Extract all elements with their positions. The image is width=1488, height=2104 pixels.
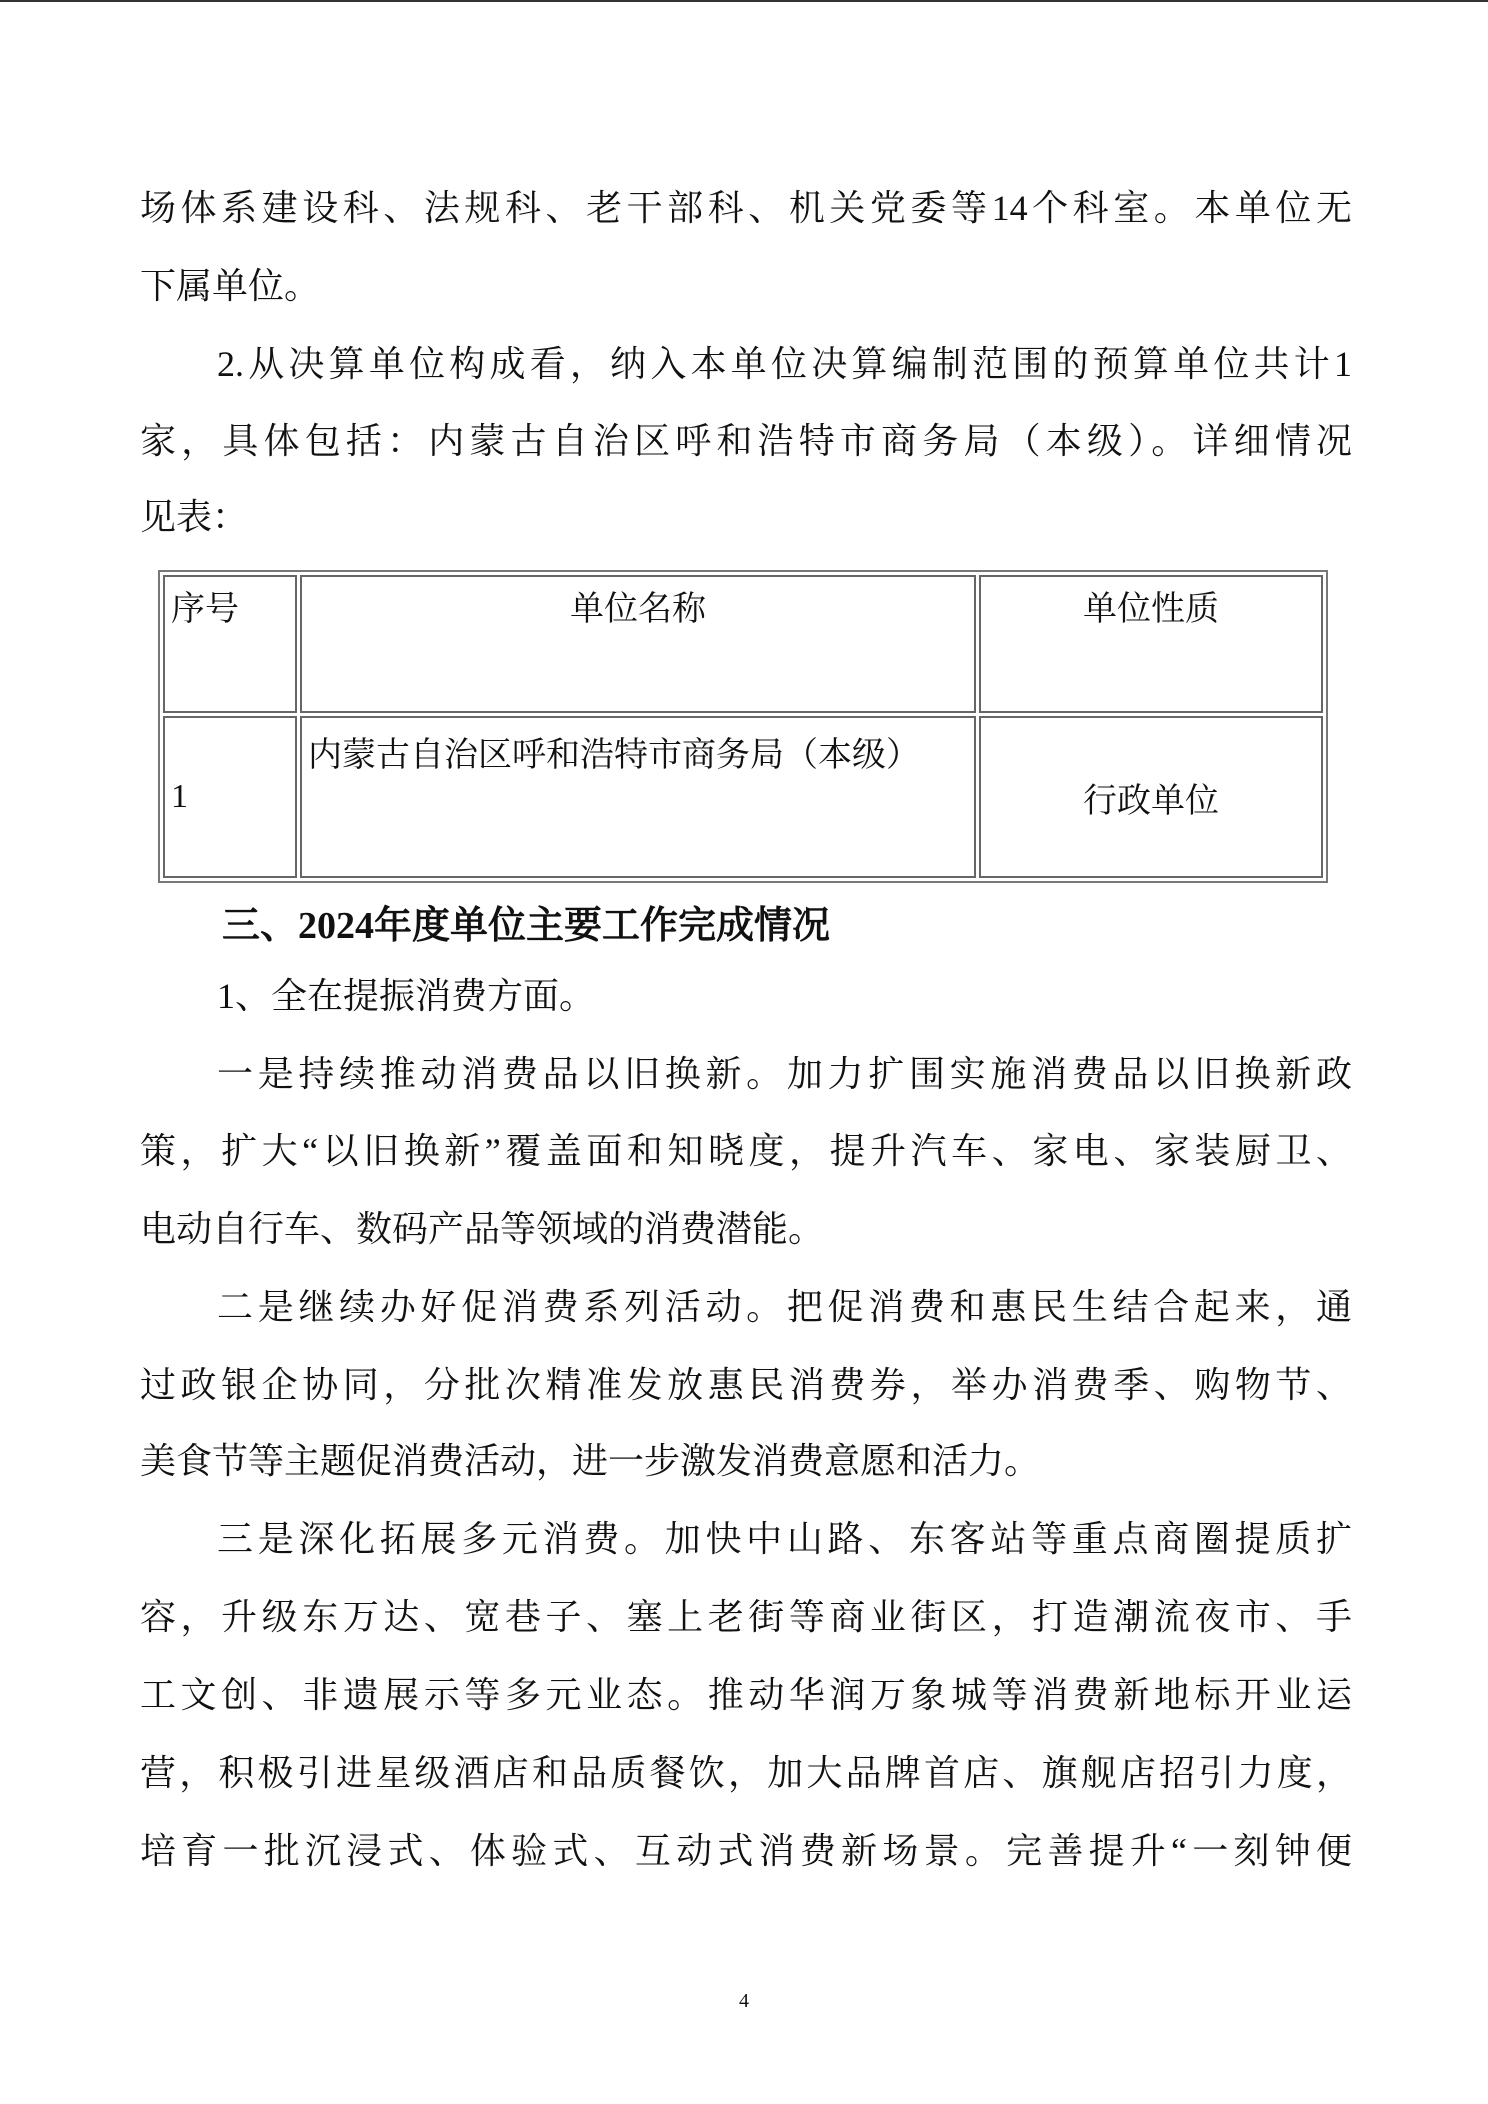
cell-type: 行政单位 xyxy=(979,716,1323,878)
cell-name: 内蒙古自治区呼和浩特市商务局（本级） xyxy=(300,716,976,878)
unit-table xyxy=(158,570,1328,883)
text-line: 培育一批沉浸式、体验式、互动式消费新场景。完善提升“一刻钟便 xyxy=(140,1831,1352,1871)
text-line: 容，升级东万达、宽巷子、塞上老街等商业街区，打造潮流夜市、手 xyxy=(140,1597,1352,1637)
text-line: 家，具体包括：内蒙古自治区呼和浩特市商务局（本级）。详细情况 xyxy=(140,421,1352,461)
text-line: 下属单位。 xyxy=(140,266,321,306)
text-line: 场体系建设科、法规科、老干部科、机关党委等14个科室。本单位无 xyxy=(140,188,1352,228)
text-line: 电动自行车、数码产品等领域的消费潜能。 xyxy=(140,1209,825,1249)
table-header-row xyxy=(163,575,1323,713)
text-line: 工文创、非遗展示等多元业态。推动华润万象城等消费新地标开业运 xyxy=(140,1675,1352,1715)
text-line: 见表： xyxy=(140,497,249,537)
header-cell: 序号 xyxy=(163,575,297,713)
page-top-border xyxy=(0,0,1488,2)
subheading: 1、全在提振消费方面。 xyxy=(217,976,596,1016)
text-line: 策，扩大“以旧换新”覆盖面和知晓度，提升汽车、家电、家装厨卫、 xyxy=(140,1131,1352,1171)
text-line: 营，积极引进星级酒店和品质餐饮，加大品牌首店、旗舰店招引力度， xyxy=(140,1753,1352,1793)
text-line: 过政银企协同，分批次精准发放惠民消费券，举办消费季、购物节、 xyxy=(140,1365,1352,1405)
text-line: 三是深化拓展多元消费。加快中山路、东客站等重点商圈提质扩 xyxy=(217,1519,1352,1559)
text-line: 2.从决算单位构成看，纳入本单位决算编制范围的预算单位共计1 xyxy=(217,344,1352,384)
header-cell: 单位名称 xyxy=(300,575,976,713)
text-line: 美食节等主题促消费活动，进一步激发消费意愿和活力。 xyxy=(140,1441,1041,1481)
text-line: 二是继续办好促消费系列活动。把促消费和惠民生结合起来，通 xyxy=(217,1287,1352,1327)
page-number: 4 xyxy=(739,1990,749,2012)
table-row xyxy=(163,716,1323,878)
section-heading: 三、2024年度单位主要工作完成情况 xyxy=(222,905,831,947)
header-cell: 单位性质 xyxy=(979,575,1323,713)
text-line: 一是持续推动消费品以旧换新。加力扩围实施消费品以旧换新政 xyxy=(217,1054,1352,1094)
cell-no: 1 xyxy=(163,716,297,878)
